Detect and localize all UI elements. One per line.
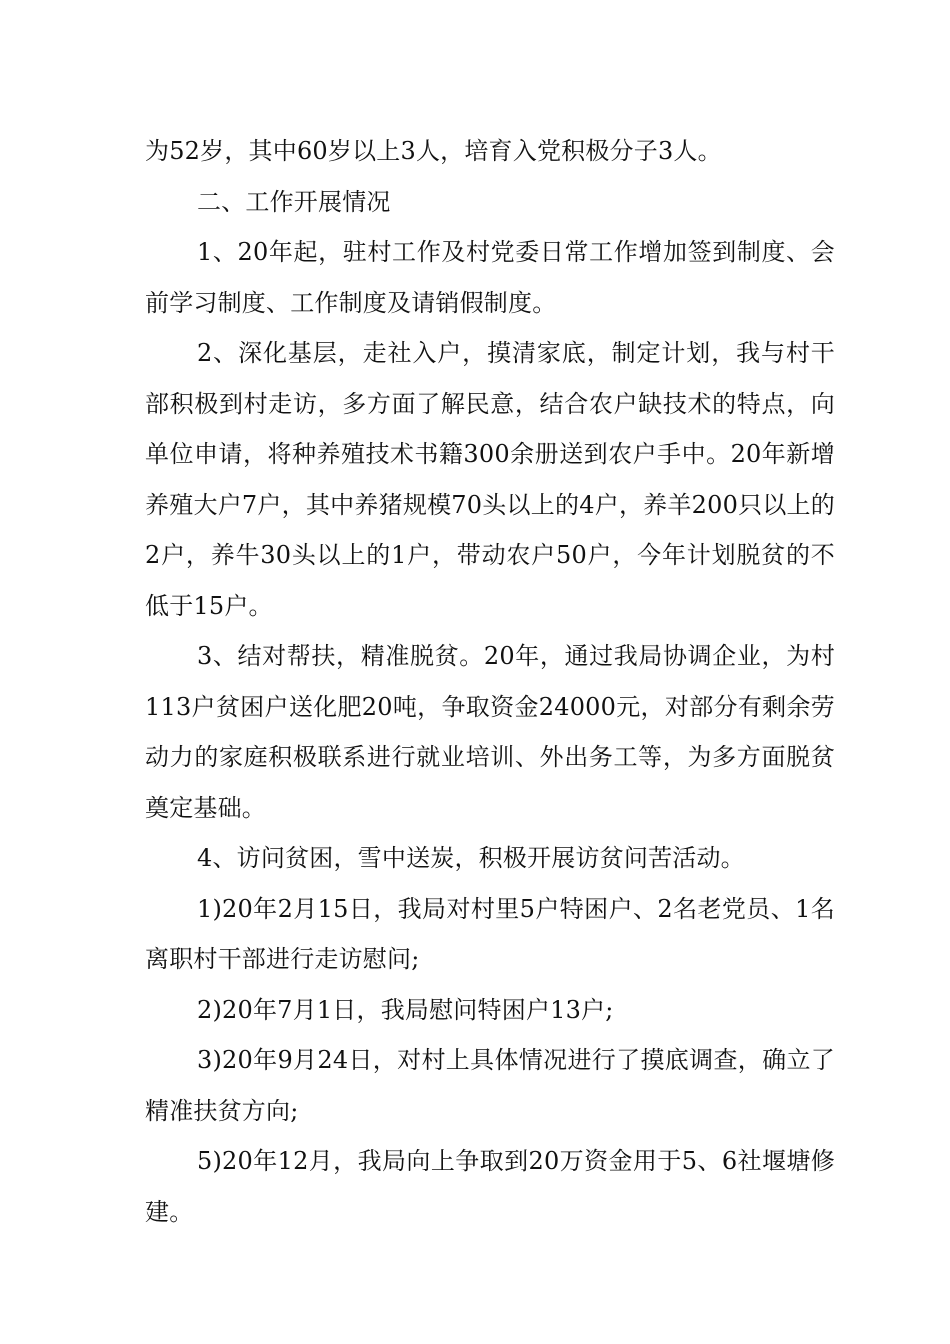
paragraph-subitem-2: 2)20年7月1日，我局慰问特困户13户; [197, 995, 614, 1024]
paragraph-subitem-1: 1)20年2月15日，我局对村里5户特困户、2名老党员、1名离职村干部进行走访慰问; [145, 894, 835, 973]
paragraph-item-1: 1、20年起，驻村工作及村党委日常工作增加签到制度、会前学习制度、工作制度及请销假制度。 [145, 238, 835, 317]
paragraph-item-3: 3、结对帮扶，精准脱贫。20年，通过我局协调企业，为村113户贫困户送化肥20吨，争取资金24000元，对部分有剩余劳动力的家庭积极联系进行就业培训、外出务工等，为多方面脱贫奠定基础。 [145, 642, 835, 822]
paragraph-item-2: 2、深化基层，走社入户，摸清家底，制定计划，我与村干部积极到村走访，多方面了解民意，结合农户缺技术的特点，向单位申请，将种养殖技术书籍300余册送到农户手中。20年新增养殖大户7户，其中养猪规模70头以上的4户，养羊200只以上的2户，养牛30头以上的1户，带动农户50户，今年计划脱贫的不低于15户。 [145, 339, 835, 620]
paragraph-intro-continuation: 为52岁，其中60岁以上3人，培育入党积极分子3人。 [145, 137, 722, 165]
section-heading-work-progress: 二、工作开展情况 [197, 187, 391, 216]
paragraph-subitem-5: 5)20年12月，我局向上争取到20万资金用于5、6社堰塘修建。 [145, 1147, 835, 1226]
paragraph-item-4: 4、访问贫困，雪中送炭，积极开展访贫问苦活动。 [197, 844, 745, 872]
document-body [145, 126, 835, 1237]
paragraph-subitem-3: 3)20年9月24日，对村上具体情况进行了摸底调查，确立了精准扶贫方向; [145, 1046, 835, 1125]
